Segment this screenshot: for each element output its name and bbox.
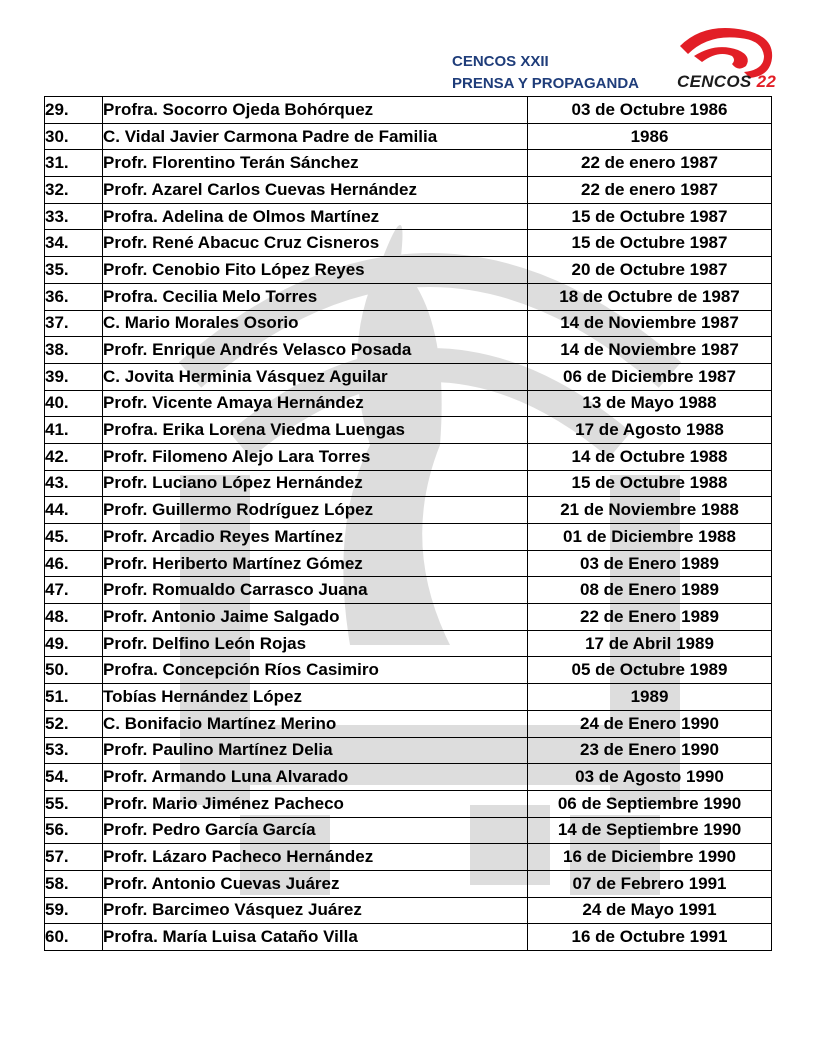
- table-row: [45, 470, 772, 497]
- row-number: 33.: [45, 203, 103, 230]
- row-number: 59.: [45, 897, 103, 924]
- row-date: 05 de Octubre 1989: [528, 657, 772, 684]
- row-name: Profr. Mario Jiménez Pacheco: [103, 790, 528, 817]
- row-name: Profr. Paulino Martínez Delia: [103, 737, 528, 764]
- row-name: Profr. Cenobio Fito López Reyes: [103, 257, 528, 284]
- table-row: [45, 870, 772, 897]
- row-date: 06 de Diciembre 1987: [528, 363, 772, 390]
- table-row: [45, 257, 772, 284]
- row-number: 32.: [45, 177, 103, 204]
- row-name: Profr. Guillermo Rodríguez López: [103, 497, 528, 524]
- row-name: Profr. Filomeno Alejo Lara Torres: [103, 443, 528, 470]
- row-date: 16 de Diciembre 1990: [528, 844, 772, 871]
- row-date: 18 de Octubre de 1987: [528, 283, 772, 310]
- row-name: Tobías Hernández López: [103, 684, 528, 711]
- row-number: 49.: [45, 630, 103, 657]
- row-date: 1989: [528, 684, 772, 711]
- table-row: [45, 524, 772, 551]
- row-number: 44.: [45, 497, 103, 524]
- row-number: 41.: [45, 417, 103, 444]
- row-name: Profr. Antonio Jaime Salgado: [103, 604, 528, 631]
- row-date: 01 de Diciembre 1988: [528, 524, 772, 551]
- row-date: 20 de Octubre 1987: [528, 257, 772, 284]
- table-row: [45, 203, 772, 230]
- row-date: 15 de Octubre 1988: [528, 470, 772, 497]
- row-name: Profra. María Luisa Cataño Villa: [103, 924, 528, 951]
- table-row: [45, 97, 772, 124]
- row-number: 46.: [45, 550, 103, 577]
- roster-table-body: [45, 97, 772, 951]
- row-number: 37.: [45, 310, 103, 337]
- logo-text: [677, 72, 776, 92]
- table-row: [45, 283, 772, 310]
- row-name: Profr. Delfino León Rojas: [103, 630, 528, 657]
- roster-table: [44, 96, 772, 951]
- table-row: [45, 497, 772, 524]
- table-row: [45, 310, 772, 337]
- row-number: 50.: [45, 657, 103, 684]
- table-row: [45, 230, 772, 257]
- row-name: C. Vidal Javier Carmona Padre de Familia: [103, 123, 528, 150]
- table-row: [45, 363, 772, 390]
- row-date: 07 de Febrero 1991: [528, 870, 772, 897]
- table-row: [45, 177, 772, 204]
- logo-text-prefix: CENCOS: [677, 72, 752, 91]
- table-row: [45, 657, 772, 684]
- table-row: [45, 337, 772, 364]
- row-date: 03 de Octubre 1986: [528, 97, 772, 124]
- row-name: Profr. René Abacuc Cruz Cisneros: [103, 230, 528, 257]
- row-name: Profr. Arcadio Reyes Martínez: [103, 524, 528, 551]
- table-row: [45, 630, 772, 657]
- row-name: C. Bonifacio Martínez Merino: [103, 710, 528, 737]
- row-name: Profra. Adelina de Olmos Martínez: [103, 203, 528, 230]
- row-date: 15 de Octubre 1987: [528, 230, 772, 257]
- document-header: [452, 51, 639, 95]
- logo-text-number: 22: [756, 72, 777, 91]
- row-number: 58.: [45, 870, 103, 897]
- row-date: 14 de Noviembre 1987: [528, 337, 772, 364]
- table-row: [45, 684, 772, 711]
- row-number: 55.: [45, 790, 103, 817]
- row-name: C. Jovita Herminia Vásquez Aguilar: [103, 363, 528, 390]
- row-number: 57.: [45, 844, 103, 871]
- table-row: [45, 710, 772, 737]
- row-date: 24 de Mayo 1991: [528, 897, 772, 924]
- table-row: [45, 817, 772, 844]
- table-row: [45, 737, 772, 764]
- table-row: [45, 123, 772, 150]
- row-date: 1986: [528, 123, 772, 150]
- row-name: Profra. Erika Lorena Viedma Luengas: [103, 417, 528, 444]
- row-number: 29.: [45, 97, 103, 124]
- row-date: 06 de Septiembre 1990: [528, 790, 772, 817]
- row-date: 17 de Agosto 1988: [528, 417, 772, 444]
- row-date: 22 de enero 1987: [528, 150, 772, 177]
- row-number: 52.: [45, 710, 103, 737]
- table-row: [45, 150, 772, 177]
- row-date: 13 de Mayo 1988: [528, 390, 772, 417]
- row-date: 21 de Noviembre 1988: [528, 497, 772, 524]
- row-number: 60.: [45, 924, 103, 951]
- table-row: [45, 577, 772, 604]
- row-number: 53.: [45, 737, 103, 764]
- row-name: Profr. Barcimeo Vásquez Juárez: [103, 897, 528, 924]
- row-number: 39.: [45, 363, 103, 390]
- header-title: CENCOS XXII: [452, 53, 549, 70]
- row-name: Profr. Pedro García García: [103, 817, 528, 844]
- row-date: 08 de Enero 1989: [528, 577, 772, 604]
- row-number: 38.: [45, 337, 103, 364]
- row-date: 16 de Octubre 1991: [528, 924, 772, 951]
- table-row: [45, 764, 772, 791]
- row-number: 34.: [45, 230, 103, 257]
- row-date: 14 de Octubre 1988: [528, 443, 772, 470]
- row-number: 42.: [45, 443, 103, 470]
- table-row: [45, 390, 772, 417]
- table-row: [45, 443, 772, 470]
- row-name: Profr. Armando Luna Alvarado: [103, 764, 528, 791]
- row-date: 14 de Septiembre 1990: [528, 817, 772, 844]
- row-name: Profr. Romualdo Carrasco Juana: [103, 577, 528, 604]
- table-row: [45, 790, 772, 817]
- row-number: 48.: [45, 604, 103, 631]
- table-row: [45, 844, 772, 871]
- row-number: 31.: [45, 150, 103, 177]
- row-name: Profra. Concepción Ríos Casimiro: [103, 657, 528, 684]
- row-number: 56.: [45, 817, 103, 844]
- row-name: C. Mario Morales Osorio: [103, 310, 528, 337]
- row-date: 23 de Enero 1990: [528, 737, 772, 764]
- row-number: 30.: [45, 123, 103, 150]
- row-date: 22 de Enero 1989: [528, 604, 772, 631]
- row-name: Profr. Vicente Amaya Hernández: [103, 390, 528, 417]
- row-name: Profr. Luciano López Hernández: [103, 470, 528, 497]
- row-name: Profr. Azarel Carlos Cuevas Hernández: [103, 177, 528, 204]
- table-row: [45, 550, 772, 577]
- header-subtitle: PRENSA Y PROPAGANDA: [452, 75, 639, 92]
- row-number: 54.: [45, 764, 103, 791]
- table-row: [45, 924, 772, 951]
- row-number: 43.: [45, 470, 103, 497]
- table-row: [45, 604, 772, 631]
- row-name: Profr. Antonio Cuevas Juárez: [103, 870, 528, 897]
- table-row: [45, 417, 772, 444]
- row-name: Profra. Cecilia Melo Torres: [103, 283, 528, 310]
- row-date: 03 de Agosto 1990: [528, 764, 772, 791]
- row-name: Profr. Florentino Terán Sánchez: [103, 150, 528, 177]
- row-number: 47.: [45, 577, 103, 604]
- row-name: Profra. Socorro Ojeda Bohórquez: [103, 97, 528, 124]
- row-number: 35.: [45, 257, 103, 284]
- row-date: 22 de enero 1987: [528, 177, 772, 204]
- row-name: Profr. Heriberto Martínez Gómez: [103, 550, 528, 577]
- table-row: [45, 897, 772, 924]
- row-date: 03 de Enero 1989: [528, 550, 772, 577]
- row-number: 36.: [45, 283, 103, 310]
- row-number: 51.: [45, 684, 103, 711]
- row-name: Profr. Enrique Andrés Velasco Posada: [103, 337, 528, 364]
- row-name: Profr. Lázaro Pacheco Hernández: [103, 844, 528, 871]
- row-date: 24 de Enero 1990: [528, 710, 772, 737]
- row-date: 17 de Abril 1989: [528, 630, 772, 657]
- row-number: 45.: [45, 524, 103, 551]
- row-date: 14 de Noviembre 1987: [528, 310, 772, 337]
- row-date: 15 de Octubre 1987: [528, 203, 772, 230]
- row-number: 40.: [45, 390, 103, 417]
